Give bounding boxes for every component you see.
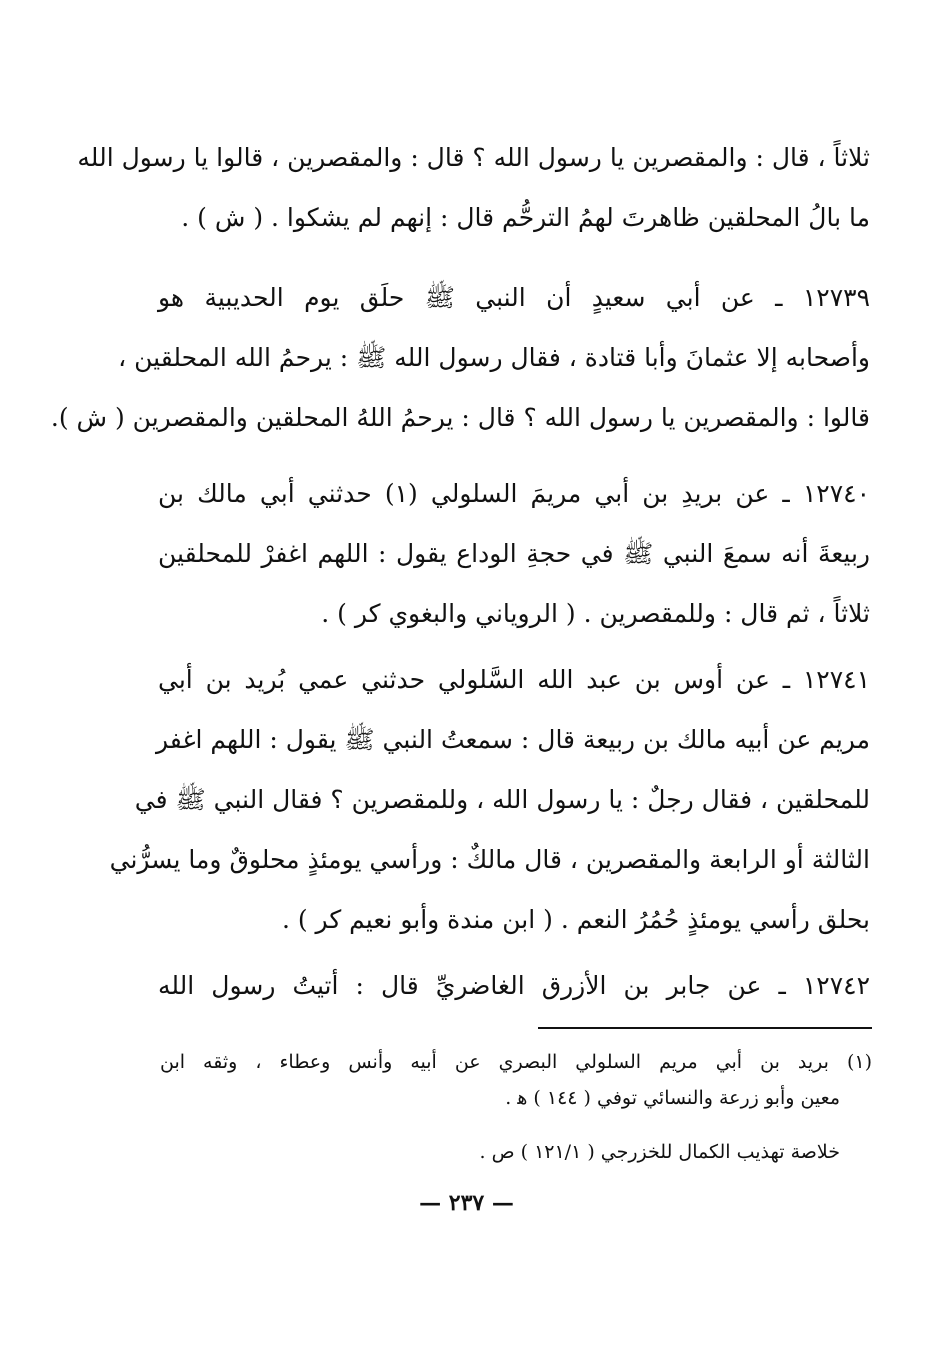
text-line: ما بالُ المحلقين ظاهرتَ لهمُ الترحُّم قال : إنهم لم يشكوا . ( ش ) . [181,203,870,232]
footnote-line: معين وأبو زرعة والنسائي توفي ( ١٤٤ ) ﻫ . [505,1087,840,1109]
text-line: ربيعةَ أنه سمعَ النبي ﷺ في حجةِ الوداع يقول : اللهم اغفرْ للمحلقين [158,539,870,568]
hadith-12739-start: ١٢٧٣٩ ـ عن أبي سعيدٍ أن النبي ﷺ حلَق يوم الحديبية هو [158,283,870,312]
hadith-12741-start: ١٢٧٤١ ـ عن أوس بن عبد الله السَّلولي حدثني عمي بُريد بن أبي [158,665,870,694]
text-line: الثالثة أو الرابعة والمقصرين ، قال مالكٌ : ورأسي يومئذٍ محلوقٌ وما يسرُّني [109,845,870,874]
text-line: للمحلقين ، فقال رجلٌ : يا رسول الله ، وللمقصرين ؟ فقال النبي ﷺ في [134,785,870,814]
footnote-line: (١) بريد بن أبي مريم السلولي البصري عن أبيه وأنس وعطاء ، وثقه ابن [160,1051,872,1073]
text-line: مريم عن أبيه مالك بن ربيعة قال : سمعتُ النبي ﷺ يقول : اللهم اغفر [156,725,870,754]
text-line: وأصحابه إلا عثمانَ وأبا قتادة ، فقال رسول الله ﷺ : يرحمُ الله المحلقين ، [118,343,870,372]
text-line: ثلاثاً ، قال : والمقصرين يا رسول الله ؟ قال : والمقصرين ، قالوا يا رسول الله [77,143,870,172]
text-line: بحلق رأسي يومئذٍ حُمُرُ النعم . ( ابن مندة وأبو نعيم كر ) . [281,905,870,934]
hadith-12742-start: ١٢٧٤٢ ـ عن جابر بن الأزرق الغاضريِّ قال : أتيتُ رسول الله [158,971,870,1000]
hadith-12740-start: ١٢٧٤٠ ـ عن بريدِ بن أبي مريمَ السلولي (١) حدثني أبي مالك بن [158,479,870,508]
footnote-source: خلاصة تهذيب الكمال للخزرجي ( ١٢١/١ ) ص . [479,1141,840,1163]
page-number: — ٢٣٧ — [419,1190,514,1216]
text-line: قالوا : والمقصرين يا رسول الله ؟ قال : يرحمُ اللهُ المحلقين والمقصرين ( ش ). [50,403,870,432]
footnote-divider [538,1027,872,1029]
text-line: ثلاثاً ، ثم قال : وللمقصرين . ( الروياني والبغوي كر ) . [321,599,870,628]
